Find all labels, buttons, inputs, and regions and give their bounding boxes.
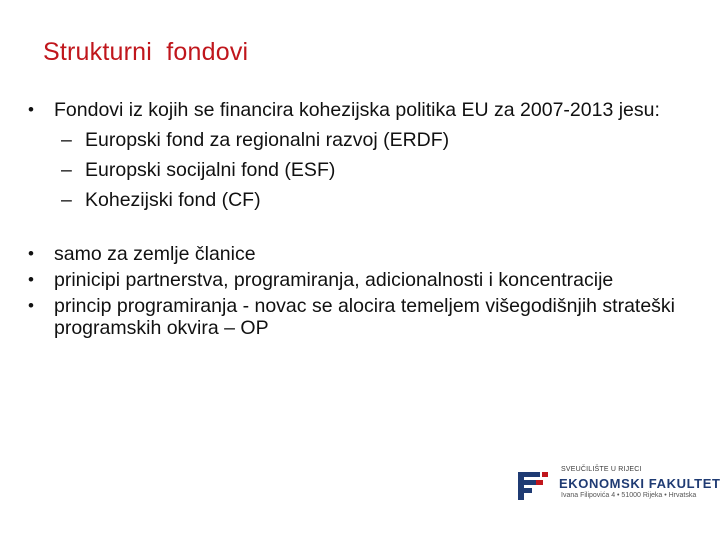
- faculty-logo-icon: [516, 470, 550, 502]
- slide-content: [28, 99, 708, 339]
- bullet-item: [28, 99, 708, 121]
- sub-item-text: Europski fond za regionalni razvoj (ERDF): [85, 129, 450, 151]
- bullet-text: princip programiranja - novac se alocira temeljem višegodišnjih strateški programskih okvira – OP: [54, 295, 676, 339]
- logo-address: Ivana Filipovića 4 • 51000 Rijeka • Hrvatska: [561, 492, 697, 499]
- bullet-item: [28, 295, 708, 339]
- sub-item: [61, 189, 708, 211]
- dash-icon: –: [61, 129, 72, 151]
- bullet-icon: •: [28, 100, 34, 119]
- dash-icon: –: [61, 189, 72, 211]
- spacer: [28, 211, 708, 243]
- dash-icon: –: [61, 159, 72, 181]
- logo-university: SVEUČILIŠTE U RIJECI: [561, 466, 642, 473]
- faculty-logo: [516, 466, 720, 506]
- bullet-icon: •: [28, 244, 34, 263]
- bullet-text: prinicipi partnerstva, programiranja, adicionalnosti i koncentracije: [54, 269, 614, 291]
- sub-list: [28, 129, 708, 211]
- bullet-text: Fondovi iz kojih se financira kohezijska politika EU za 2007-2013 jesu:: [54, 99, 660, 121]
- sub-item: [61, 159, 708, 181]
- sub-item-text: Europski socijalni fond (ESF): [85, 159, 336, 181]
- bullet-item: [28, 269, 708, 291]
- bullet-icon: •: [28, 270, 34, 289]
- logo-faculty: EKONOMSKI FAKULTET: [559, 476, 720, 491]
- bullet-item: [28, 243, 708, 265]
- bullet-text: samo za zemlje članice: [54, 243, 256, 265]
- sub-item: [61, 129, 708, 151]
- sub-item-text: Kohezijski fond (CF): [85, 189, 261, 211]
- bullet-icon: •: [28, 296, 34, 315]
- slide-title: Strukturni fondovi: [43, 38, 249, 66]
